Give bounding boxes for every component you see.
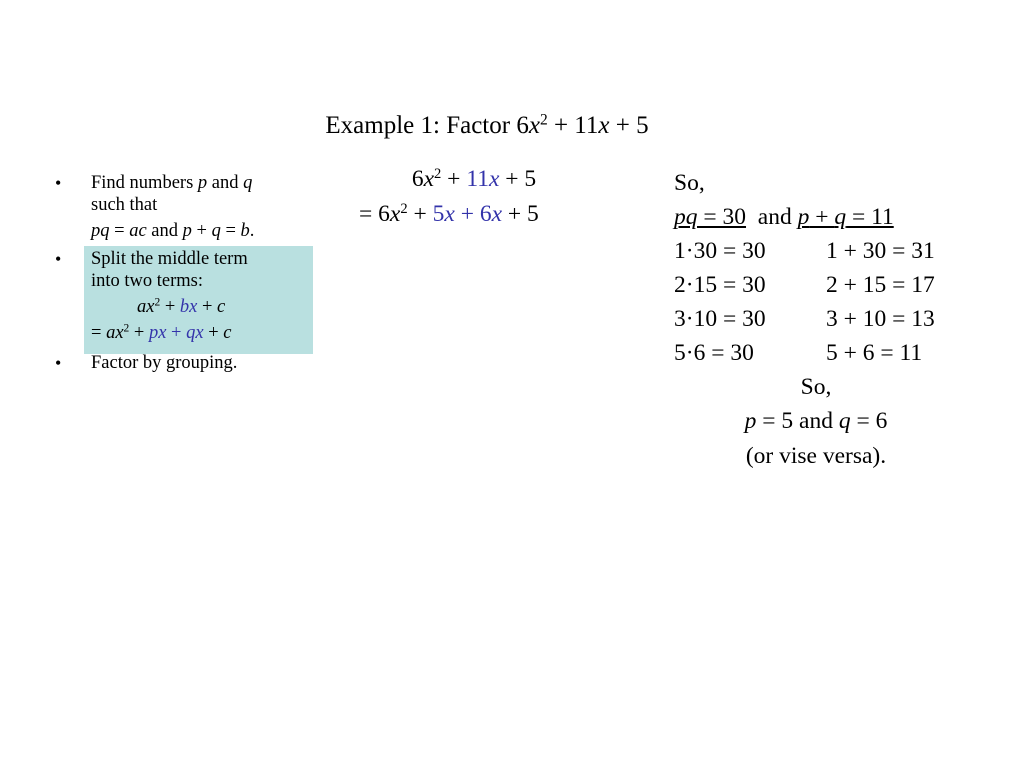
var-q: q (243, 173, 253, 193)
title-var-x2: x (598, 112, 610, 139)
pq-condition (674, 204, 746, 230)
title-text: Example 1: Factor 6 (325, 112, 529, 139)
gen-ax: ax (137, 297, 155, 317)
gen-exp: 2 (154, 296, 161, 309)
pq-lhs: pq (674, 204, 698, 230)
vice-versa-note: (or vise versa). (745, 443, 887, 469)
step2-line1: Split the middle term (91, 249, 248, 269)
ex2-6: 6 (479, 201, 492, 227)
sum-cell: 2 + 15 = 17 (826, 272, 935, 298)
ex2-coef: = 6 (359, 201, 390, 227)
sum-p: p (797, 204, 810, 230)
sum-condition (798, 204, 894, 230)
split-px: px (148, 323, 167, 343)
split-plus2: + (166, 323, 187, 343)
slide-title (0, 112, 974, 140)
result-p: p (744, 408, 757, 434)
product-cell: 1·30 = 30 (674, 238, 766, 264)
gen-plus2: + (197, 297, 218, 317)
split-ax: ax (106, 323, 124, 343)
ex2-plus2: + (454, 201, 480, 227)
split-eq: = (91, 323, 107, 343)
step1-text-line2: such that (91, 195, 158, 215)
gen-plus1: + (160, 297, 180, 317)
step1-text: Find numbers (91, 173, 198, 193)
cond-eq1: = (109, 221, 130, 241)
example-line-1 (0, 166, 948, 193)
ex2-exp: 2 (400, 201, 408, 217)
sum-cell: 5 + 6 = 11 (826, 340, 923, 366)
ex1-const: + 5 (499, 166, 537, 192)
title-text-mid: + 11 (547, 112, 599, 139)
ex1-coef: 6 (411, 166, 424, 192)
example-line-2 (359, 201, 539, 228)
split-qx: qx (186, 323, 204, 343)
result-q: q (838, 408, 851, 434)
product-cell: 2·15 = 30 (674, 272, 766, 298)
and-text: and (746, 204, 798, 230)
ex2-const: + 5 (502, 201, 539, 227)
step2-line2: into two terms: (91, 271, 204, 291)
sum-rhs: = 11 (846, 204, 894, 230)
cond-end: . (249, 221, 255, 241)
product-cell: 5·6 = 30 (674, 340, 754, 366)
cond-q: q (211, 221, 221, 241)
sum-plus: + (809, 204, 835, 230)
ex2-plus1: + (407, 201, 433, 227)
split-plus3: + (203, 323, 224, 343)
ex1-middle-coef: 11 (466, 166, 489, 192)
split-c: c (223, 323, 232, 343)
result-q-value: = 6 (850, 408, 888, 434)
ex1-middle-x: x (488, 166, 500, 192)
ex2-x: x (389, 201, 401, 227)
cond-plus: + (191, 221, 212, 241)
conditions-line (674, 204, 894, 231)
so-label-2: So, (800, 374, 832, 400)
step1-and: and (207, 173, 244, 193)
sum-cell: 3 + 10 = 13 (826, 306, 935, 332)
bullet-dot-1: • (55, 173, 62, 193)
sum-cell: 1 + 30 = 31 (826, 238, 935, 264)
pq-rhs: = 30 (697, 204, 747, 230)
gen-c: c (217, 297, 226, 317)
cond-pq: pq (91, 221, 110, 241)
ex1-x: x (423, 166, 435, 192)
ex1-exp: 2 (434, 166, 442, 182)
split-exp: 2 (123, 322, 130, 335)
result-p-value: = 5 and (756, 408, 839, 434)
factor-pairs-table (0, 238, 1024, 378)
cond-b: b (240, 221, 250, 241)
step-factor-by-grouping: Factor by grouping. (91, 353, 238, 373)
bullet-dot-2: • (55, 249, 62, 269)
result-line (674, 408, 958, 435)
cond-ac: ac (129, 221, 147, 241)
ex2-5: 5 (432, 201, 445, 227)
cond-and: and (146, 221, 183, 241)
title-text-end: + 5 (609, 112, 649, 139)
var-p: p (197, 173, 208, 193)
sum-q: q (834, 204, 847, 230)
cond-p: p (182, 221, 192, 241)
ex1-plus: + (441, 166, 467, 192)
bullet-dot-3: • (55, 353, 62, 373)
ex2-5x: x (444, 201, 455, 227)
ex2-6x: x (491, 201, 503, 227)
title-var-x: x (528, 112, 540, 139)
title-exponent: 2 (539, 111, 548, 129)
gen-bx: bx (179, 297, 198, 317)
split-plus1: + (129, 323, 149, 343)
product-cell: 3·10 = 30 (674, 306, 766, 332)
so-label-1: So, (674, 170, 705, 196)
cond-eq2: = (220, 221, 241, 241)
